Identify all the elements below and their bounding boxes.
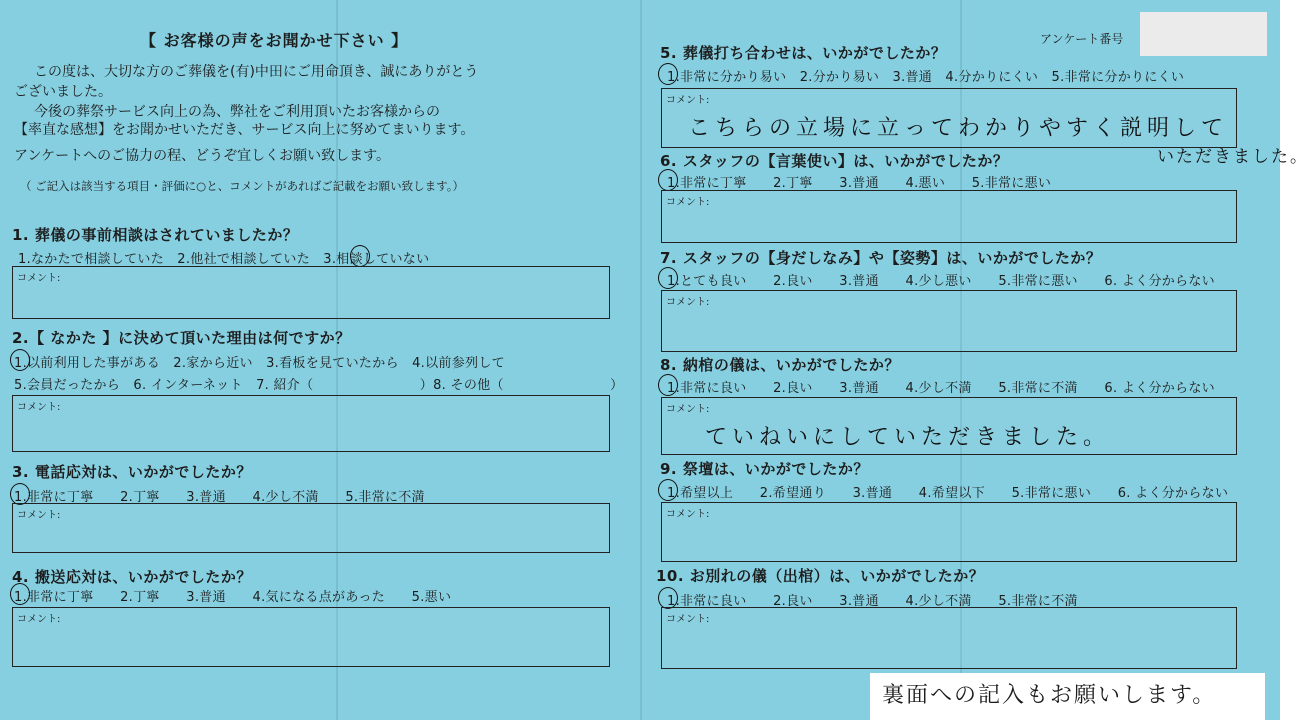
comment-label: コメント: bbox=[666, 197, 710, 208]
question-2-options: 1.以前利用した事がある 2.家から近い 3.看板を見ていたから 4.以前参列して bbox=[14, 356, 505, 371]
intro-line: 【率直な感想】をお聞かせいただき、サービス向上に努めてまいります。 bbox=[14, 122, 475, 138]
question-10-options: 1.非常に良い 2.良い 3.普通 4.少し不満 5.非常に不満 bbox=[667, 594, 1078, 609]
comment-label: コメント: bbox=[666, 509, 710, 520]
selected-circle bbox=[10, 583, 30, 605]
comment-label: コメント: bbox=[666, 297, 710, 308]
comment-label: コメント: bbox=[666, 614, 710, 625]
question-8: 8. 納棺の儀は、いかがでしたか？ bbox=[660, 356, 900, 374]
comment-box-4[interactable] bbox=[12, 607, 610, 667]
comment-box-2[interactable] bbox=[12, 395, 610, 452]
question-2: 2.【 なかた 】に決めて頂いた理由は何ですか？ bbox=[12, 329, 351, 347]
survey-title: 【 お客様の声をお聞かせ下さい 】 bbox=[140, 31, 409, 50]
question-9-options: 1.希望以上 2.希望通り 3.普通 4.希望以下 5.非常に悪い 6. よく分からない bbox=[667, 486, 1229, 501]
comment-box-10[interactable] bbox=[661, 607, 1237, 669]
question-9: 9. 祭壇は、いかがでしたか？ bbox=[660, 460, 869, 478]
instruction-note: （ ご記入は該当する項目・評価に○と、コメントがあればご記載をお願い致します。） bbox=[20, 179, 465, 193]
question-3: 3. 電話応対は、いかがでしたか？ bbox=[12, 463, 252, 481]
handwritten-comment: いただきました。 bbox=[1157, 147, 1309, 167]
selected-circle bbox=[658, 63, 678, 85]
question-1-options: 1.なかたで相談していた 2.他社で相談していた 3.相談していない bbox=[18, 252, 430, 267]
handwritten-comment: こちらの立場に立ってわかりやすく説明して bbox=[688, 116, 1229, 141]
comment-label: コメント: bbox=[17, 402, 61, 413]
question-7: 7. スタッフの【身だしなみ】や【姿勢】は、いかがでしたか？ bbox=[660, 249, 1102, 267]
comment-box-3[interactable] bbox=[12, 503, 610, 553]
question-4-options: 1.非常に丁寧 2.丁寧 3.普通 4.気になる点があった 5.悪い bbox=[14, 590, 452, 605]
selected-circle bbox=[10, 349, 30, 371]
question-4: 4. 搬送応対は、いかがでしたか？ bbox=[12, 568, 252, 586]
comment-label: コメント: bbox=[17, 273, 61, 284]
comment-label: コメント: bbox=[666, 404, 710, 415]
back-side-notice: 裏面への記入もお願いします。 bbox=[870, 673, 1265, 720]
question-8-options: 1.非常に良い 2.良い 3.普通 4.少し不満 5.非常に不満 6. よく分からない bbox=[667, 381, 1215, 396]
question-3-options: 1.非常に丁寧 2.丁寧 3.普通 4.少し不満 5.非常に不満 bbox=[14, 490, 425, 505]
fold-line bbox=[640, 0, 642, 720]
comment-box-6[interactable] bbox=[661, 190, 1237, 243]
selected-circle bbox=[658, 479, 678, 501]
question-5: 5. 葬儀打ち合わせは、いかがでしたか？ bbox=[660, 44, 947, 62]
selected-circle bbox=[658, 267, 678, 289]
selected-circle bbox=[658, 169, 678, 191]
question-1: 1. 葬儀の事前相談はされていましたか？ bbox=[12, 226, 299, 244]
question-7-options: 1.とても良い 2.良い 3.普通 4.少し悪い 5.非常に悪い 6. よく分からない bbox=[667, 274, 1215, 289]
comment-label: コメント: bbox=[666, 95, 710, 106]
selected-circle bbox=[10, 483, 30, 505]
question-6-options: 1.非常に丁寧 2.丁寧 3.普通 4.悪い 5.非常に悪い bbox=[667, 176, 1052, 191]
comment-label: コメント: bbox=[17, 510, 61, 521]
intro-line: この度は、大切な方のご葬儀を(有)中田にご用命頂き、誠にありがとう bbox=[34, 64, 479, 80]
question-2-options: 5.会員だったから 6. インターネット 7. 紹介（ ）8. その他（ ） bbox=[14, 378, 624, 393]
question-5-options: 1.非常に分かり易い 2.分かり易い 3.普通 4.分かりにくい 5.非常に分かりにくい bbox=[667, 70, 1185, 85]
question-10: 10. お別れの儀（出棺）は、いかがでしたか？ bbox=[656, 567, 985, 585]
selected-circle bbox=[350, 245, 370, 267]
question-6: 6. スタッフの【言葉使い】は、いかがでしたか？ bbox=[660, 152, 1009, 170]
survey-number-field bbox=[1140, 12, 1267, 56]
comment-box-1[interactable] bbox=[12, 266, 610, 319]
selected-circle bbox=[658, 374, 678, 396]
survey-number-label: アンケート番号 bbox=[1040, 32, 1124, 46]
comment-box-9[interactable] bbox=[661, 502, 1237, 562]
intro-line: ございました。 bbox=[14, 84, 112, 100]
handwritten-comment: ていねいにしていただきました。 bbox=[705, 425, 1111, 450]
intro-line: アンケートへのご協力の程、どうぞ宜しくお願い致します。 bbox=[14, 148, 391, 164]
intro-line: 今後の葬祭サービス向上の為、弊社をご利用頂いたお客様からの bbox=[34, 104, 440, 120]
comment-label: コメント: bbox=[17, 614, 61, 625]
comment-box-7[interactable] bbox=[661, 290, 1237, 352]
selected-circle bbox=[658, 587, 678, 609]
